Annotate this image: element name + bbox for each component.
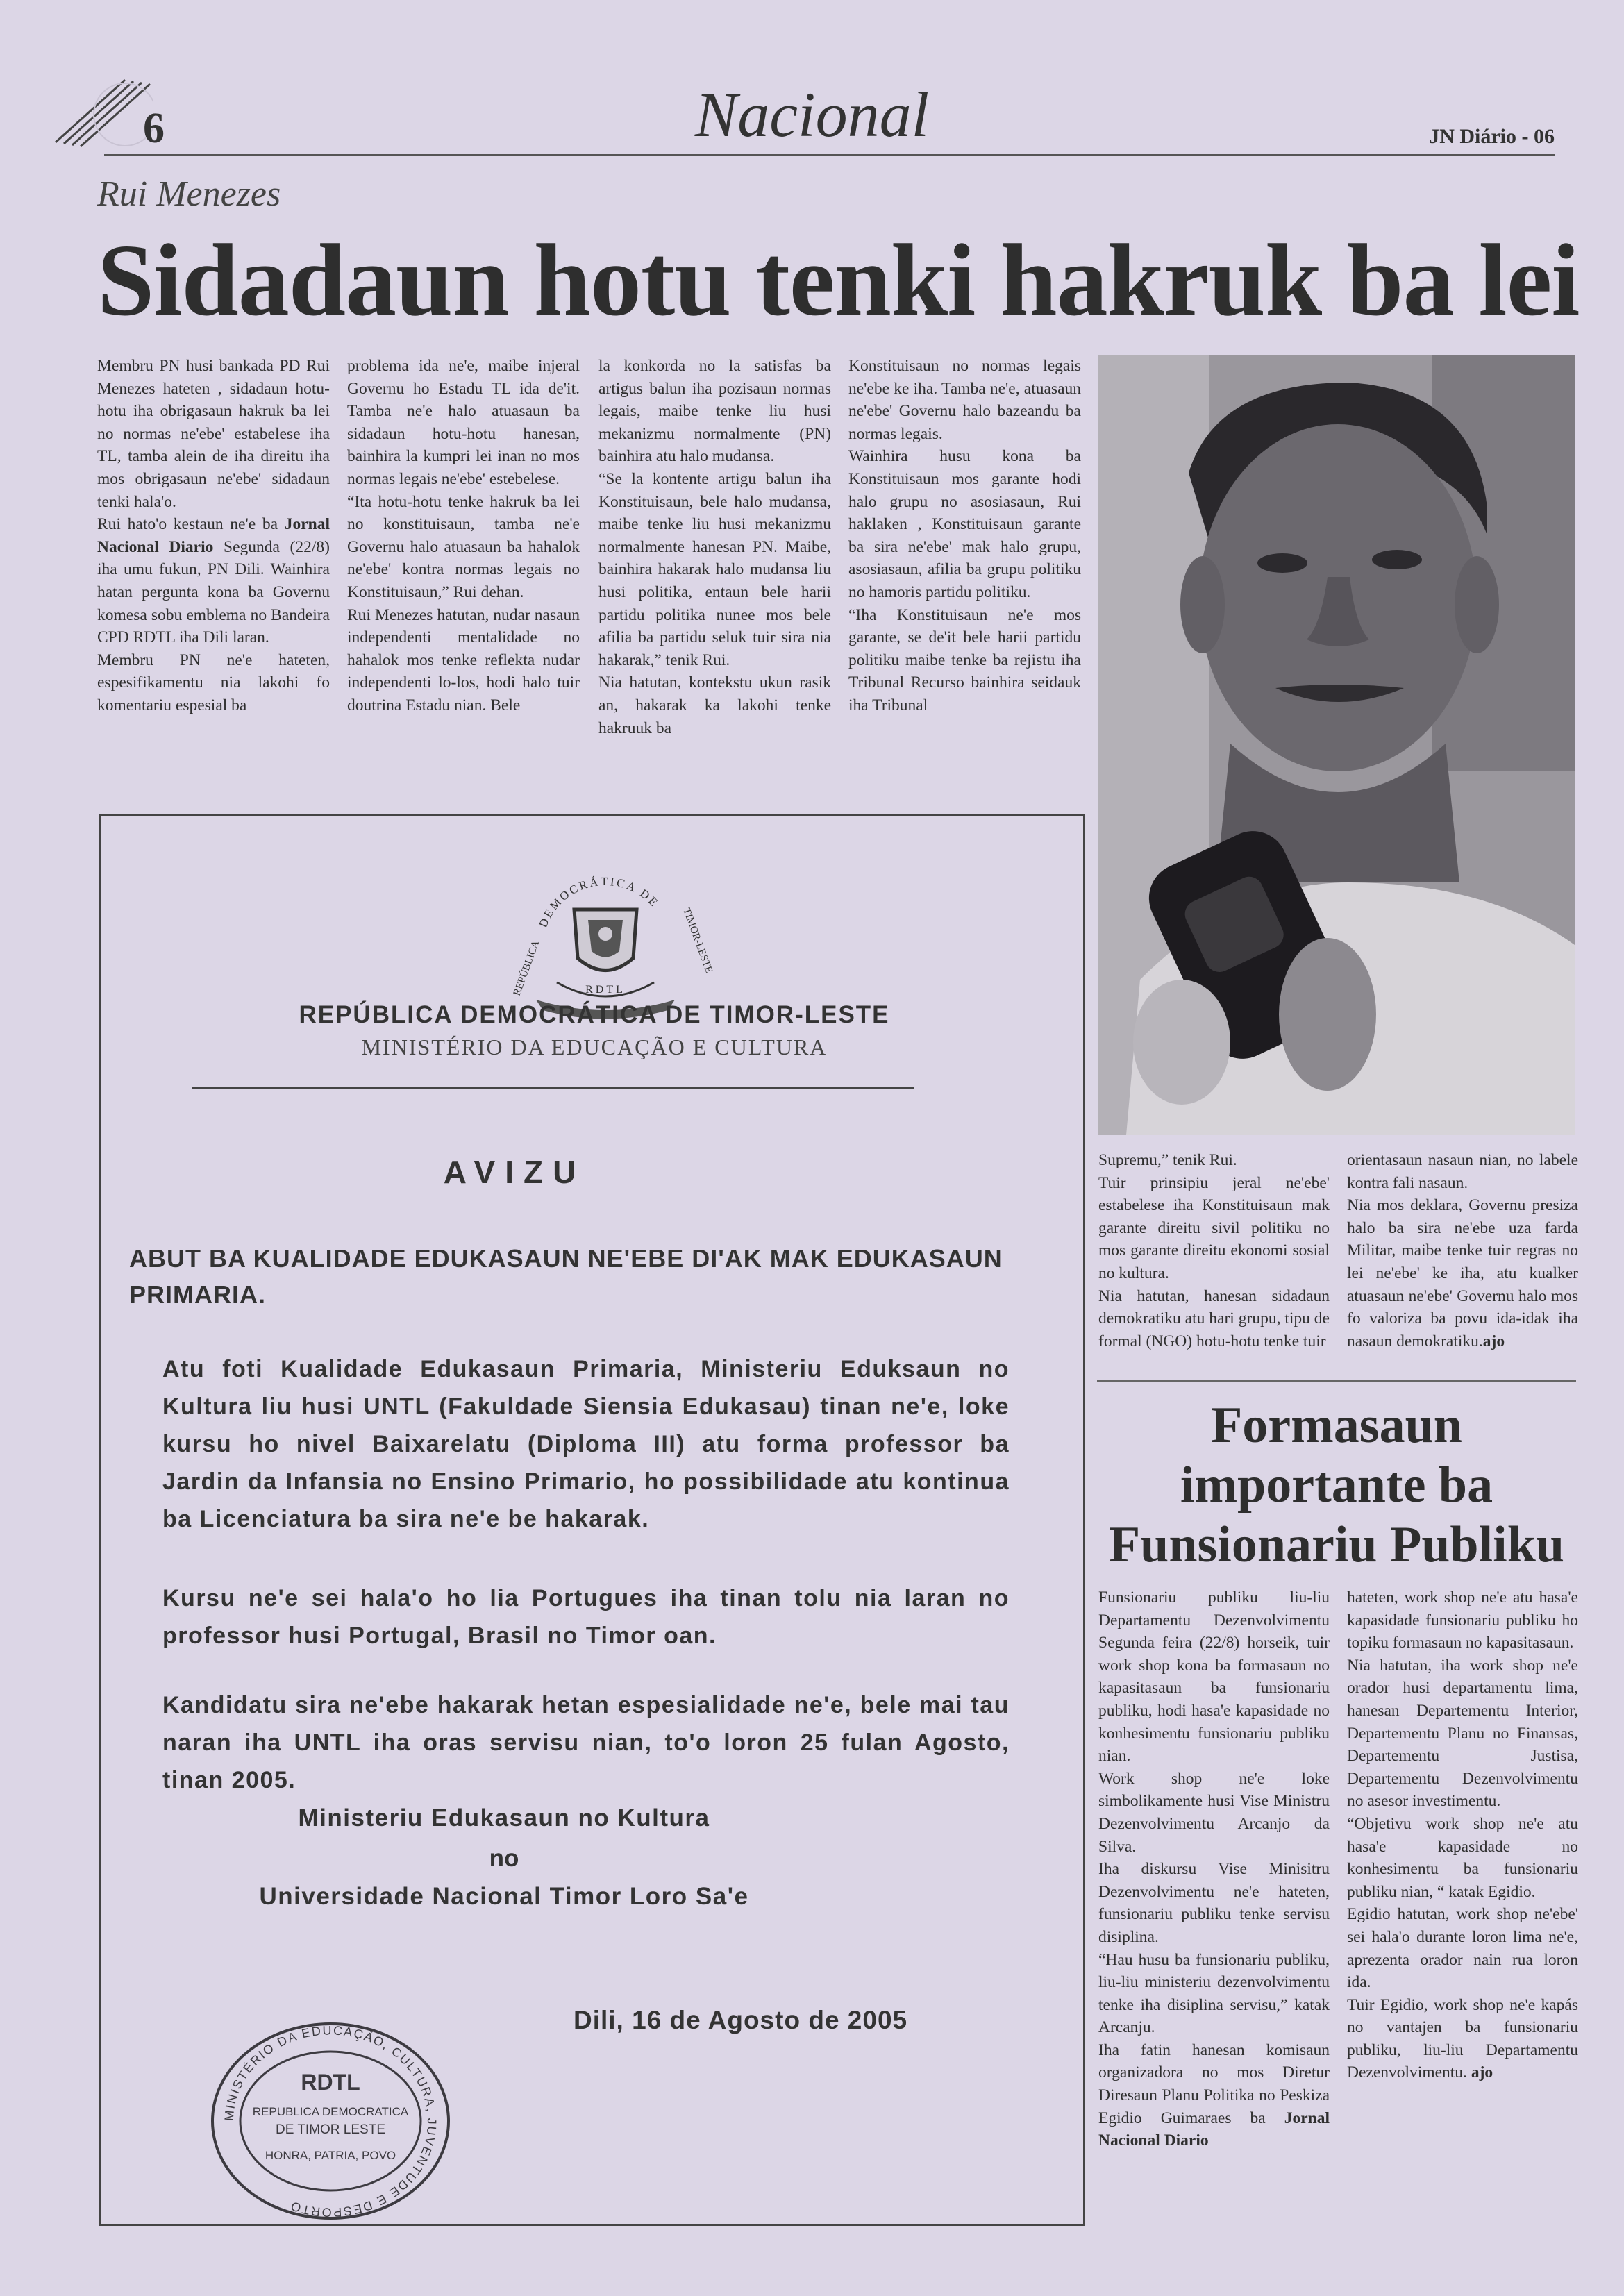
paragraph: “Objetivu work shop ne'e atu hasa'e kapasidade no konhesimentu ba funsionariu publiku nian, “ katak Egidio.	[1347, 1814, 1578, 1901]
paragraph: problema ida ne'e, maibe injeral Governu ho Estadu TL ida de'it. Tamba ne'e halo atuasaun ba sidadaun hotu-hotu hanesan, bainhira la kumpri lei inan no mos normas legais ne'ebe' estebelese.	[347, 357, 580, 488]
paragraph: Nia hatutan, hanesan sidadaun demokratiku atu hari grupu, tipu de formal (NGO) hotu-hotu tenke tuir	[1098, 1287, 1330, 1350]
header-rule	[104, 154, 1555, 156]
article-column-4	[848, 355, 1081, 796]
notice-date: Dili, 16 de Agosto de 2005	[574, 2006, 908, 2034]
signatory-university: Universidade Nacional Timor Loro Sa'e	[259, 1883, 749, 1910]
paragraph: Tuir prinsipiu jeral ne'ebe' estabelese iha Konstituisaun mak garante direitu sivil politiku no mos garante direitu ekonomi sosial no kultura.	[1098, 1173, 1330, 1282]
side-article-column-1	[1098, 1586, 1330, 2225]
stamp-line-text: REPUBLICA DEMOCRATICA	[252, 2105, 409, 2118]
article-column-2	[347, 355, 580, 796]
paragraph: Wainhira husu kona ba Konstituisaun mos garante hodi halo grupu no asosiasaun, Rui haklaken , Konstituisaun garante ba sira ne'ebe' mak halo grupu, asosiasaun, afilia ba grupu politiku no hamoris partidu politiku.	[848, 447, 1081, 601]
paragraph: Nia hatutan, kontekstu ukun rasik an, hakarak ka lakohi tenke hakruuk ba	[598, 673, 831, 737]
column-rule	[1097, 1380, 1576, 1382]
paragraph	[97, 513, 330, 649]
text: Iha fatin hanesan komisaun organizadora no mos Diretur Diresaun Planu Politika no Peskiza Egidio Guimaraes ba	[1098, 2041, 1330, 2127]
paragraph: “Iha Konstituisaun ne'e mos garante, se de'it bele harii partidu politiku maibe tenke ba rejistu iha Tribunal Recurso bainhira seidauk iha Tribunal	[848, 605, 1081, 714]
page-number: 6	[143, 105, 165, 152]
paragraph: Konstituisaun no normas legais ne'ebe ke iha. Tamba ne'e, atuasaun ne'ebe' Governu halo bazeandu ba normas legais.	[848, 357, 1081, 443]
article-column-5	[1098, 1149, 1330, 1378]
article-photo	[1098, 355, 1575, 1135]
notice-subject: ABUT BA KUALIDADE EDUKASAUN NE'EBE DI'AK MAK EDUKASAUN PRIMARIA.	[129, 1244, 1003, 1309]
newspaper-name: Jornal Nacional Diario	[1098, 2109, 1330, 2150]
paragraph	[1347, 1994, 1578, 2084]
paragraph: Nia hatutan, iha work shop ne'e orador husi departamentu lima, hanesan Departementu Interior, Departementu Planu no Finansas, Departementu Justisa, Departementu Dezenvolvimentu no asesor investimentu.	[1347, 1656, 1578, 1811]
author-signature: ajo	[1471, 2063, 1493, 2082]
official-stamp-icon	[206, 2017, 455, 2225]
notice-title: AVIZU	[443, 1154, 586, 1190]
text: Tuir Egidio, work shop ne'e kapás no vantajen ba funsionariu publiku, liu-liu Departamentu Dezenvolvimentu.	[1347, 1995, 1578, 2082]
paragraph	[1098, 2039, 1330, 2152]
paragraph: “Hau husu ba funsionariu publiku, liu-liu ministeriu dezenvolvimentu tenke iha disiplina servisu,” katak Arcanju.	[1098, 1950, 1330, 2037]
paragraph: Membru PN ne'e hateten, espesifikamentu nia lakohi fo komentariu espesial ba	[97, 651, 330, 714]
signatory-ministry: Ministeriu Edukasaun no Kultura	[298, 1804, 710, 1832]
paragraph: “Ita hotu-hotu tenke hakruk ba lei no konstituisaun, tamba ne'e Governu halo atuasaun ba hahalok ne'ebe' kontra normas legais no Konstituisaun,” Rui dehan.	[347, 492, 580, 601]
paragraph: Iha diskursu Vise Minisitru Dezenvolvimentu ne'e hateten, funsionariu publiku tenke servisu disiplina.	[1098, 1860, 1330, 1946]
notice-rule	[192, 1087, 914, 1089]
paragraph: orientasaun nasaun nian, no labele kontra fali nasaun.	[1347, 1151, 1578, 1192]
notice-paragraph: Kursu ne'e sei hala'o ho lia Portugues iha tinan tolu nia laran no professor husi Portugal, Brasil no Timor oan.	[162, 1585, 1010, 1649]
article-column-1	[97, 355, 330, 796]
paragraph: Supremu,” tenik Rui.	[1098, 1151, 1237, 1169]
paragraph: Rui Menezes hatutan, nudar nasaun independenti mentalidade no hahalok mos tenke reflekta nudar independenti lo-los, hodi halo tuir doutrina Estadu nian. Bele	[347, 605, 580, 714]
section-title: Nacional	[694, 79, 930, 150]
paragraph: Work shop ne'e loke simbolikamente husi Vise Ministru Dezenvolvimentu Arcanjo da Silva.	[1098, 1769, 1330, 1856]
paragraph: la konkorda no la satisfas ba artigus balun iha pozisaun normas legais, maibe tenke liu husi mekanizmu normalmente (PN) bainhira atu halo mudansa.	[598, 357, 831, 466]
paragraph: Egidio hatutan, work shop ne'ebe' sei hala'o durante loron lima ne'e, aprezenta orador nain rua loron ida.	[1347, 1905, 1578, 1992]
article-column-6	[1347, 1149, 1578, 1378]
byline: Rui Menezes	[97, 174, 281, 214]
text: Segunda (22/8) iha umu fukun, PN Dili. Wainhira hatan pergunta kona ba Governu komesa sobu emblema no Bandeira CPD RDTL iha Dili laran.	[97, 537, 330, 647]
emblem-right-text: TIMOR-LESTE	[680, 906, 714, 975]
ministry-name: MINISTÉRIO DA EDUCAÇÃO E CULTURA	[361, 1034, 828, 1059]
paragraph	[1347, 1194, 1578, 1352]
masthead-issue: JN Diário - 06	[1429, 125, 1555, 148]
stamp-motto-text: HONRA, PATRIA, POVO	[265, 2149, 396, 2162]
signatory-conjunction: no	[489, 1845, 519, 1872]
text: Nia mos deklara, Governu presiza halo ba sira ne'ebe uza farda Militar, maibe tenke tuir regras no lei ne'ebe' ke iha, atu kualker atuasaun ne'ebe' Governu halo mos fo valoriza ba povu ida-idak iha nasaun demokratiku.	[1347, 1196, 1578, 1350]
paragraph: Membru PN husi bankada PD Rui Menezes hateten , sidadaun hotu-hotu iha obrigasaun hakruk ba lei no normas ne'ebe' estabelese iha TL, tamba alein de iha direitu iha mos obrigasaun ne'ebe' sidadaun tenki hala'o.	[97, 357, 330, 511]
avizu-notice-box	[99, 814, 1085, 2226]
newspaper-name: Jornal Nacional Diario	[97, 515, 330, 556]
notice-paragraph: Kandidatu sira ne'ebe hakarak hetan espesialidade ne'e, bele mai tau naran iha UNTL iha oras servisu nian, to'o loron 25 fulan Agosto, tinan 2005.	[162, 1692, 1010, 1793]
emblem-arc-text: DEMOCRÁTICA DE	[536, 874, 662, 930]
stamp-rdtl-text: RDTL	[301, 2070, 360, 2095]
side-article-column-2	[1347, 1586, 1578, 2225]
paragraph: hateten, work shop ne'e atu hasa'e kapasidade funsionariu publiku ho topiku formasaun no kapasitasaun.	[1347, 1589, 1578, 1652]
stamp-ring-text: MINISTÉRIO DA EDUCAÇÃO, CULTURA, JUVENTUDE E DESPORTO	[221, 2023, 440, 2220]
paragraph: Funsionariu publiku liu-liu Departamentu Dezenvolvimentu Segunda feira (22/8) horseik, tuir work shop kona ba formasaun no kapasitasaun ba funsionariu publiku, hodi hasa'e kapasidade no konhesimentu funsionariu publiku nian.	[1098, 1589, 1330, 1766]
emblem-rdtl-text: RDTL	[585, 984, 626, 996]
text: Rui hato'o kestaun ne'e ba	[97, 515, 285, 534]
notice-paragraph: Atu foti Kualidade Edukasaun Primaria, Ministeriu Eduksaun no Kultura liu husi UNTL (Fakuldade Siensia Edukasau) tinan ne'e, loke kursu ho nivel Baixarelatu (Diploma III) atu forma professor ba Jardin da Infansia no Ensino Primario, ho possibilidade atu kontinua ba Licenciatura ba sira ne'e be hakarak.	[162, 1356, 1010, 1532]
emblem-left-text: REPÚBLICA	[511, 939, 542, 998]
headline: Sidadaun hotu tenki hakruk ba lei	[97, 224, 1580, 337]
side-headline: Formasaun importante ba Funsionariu Publiku	[1108, 1397, 1565, 1573]
article-column-3	[598, 355, 831, 796]
republic-name: REPÚBLICA DEMOCRÁTICA DE TIMOR-LESTE	[299, 1001, 890, 1028]
stamp-line-text: DE TIMOR LESTE	[275, 2122, 386, 2137]
author-signature: ajo	[1482, 1332, 1505, 1350]
paragraph: “Se la kontente artigu balun iha Konstituisaun, bele halo mudansa, maibe tenke liu husi mekanizmu normalmente hanesan PN. Maibe, bainhira hakarak halo mudansa liu husi politika, entaun bele harii partidu politika nunee mos bele afilia ba partidu seluk tuir sira nia hakarak,” tenik Rui.	[598, 469, 831, 669]
